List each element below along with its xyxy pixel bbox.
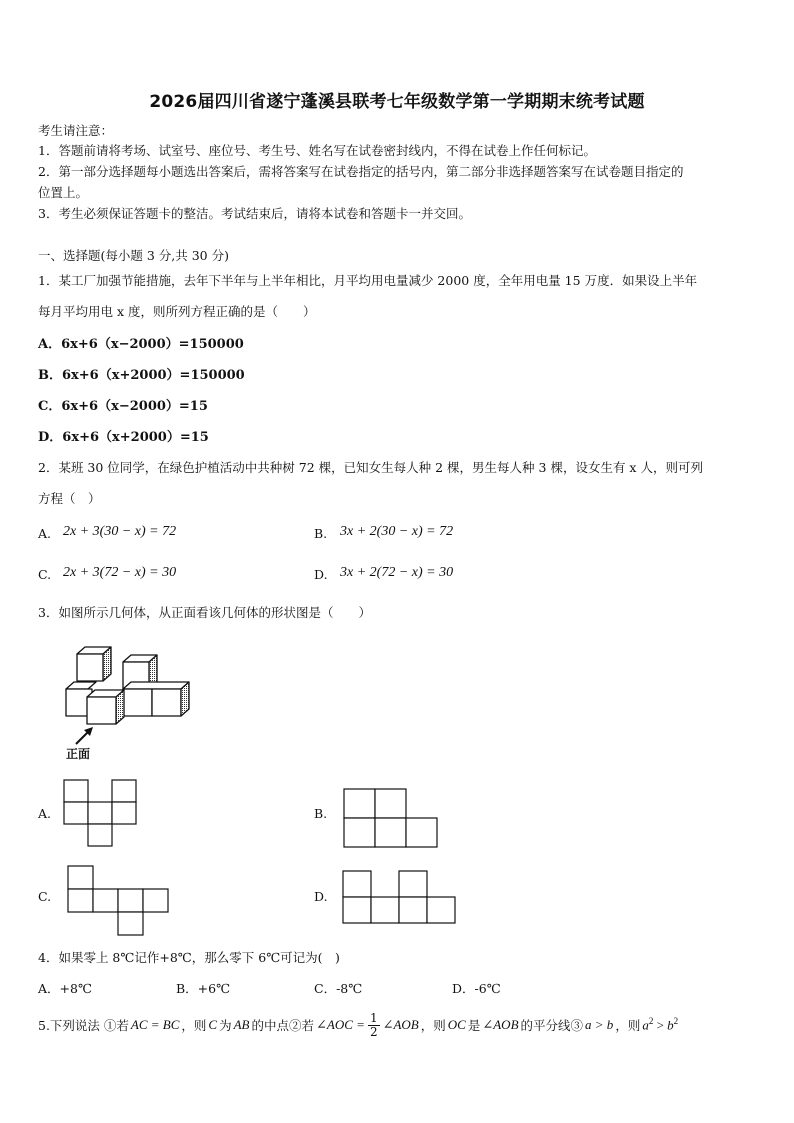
question-3-option-b-label: B. bbox=[314, 806, 328, 821]
question-2-option-a-label: A. bbox=[38, 526, 52, 541]
question-2-option-c-equation: 2x + 3(72 − x) = 30 bbox=[63, 565, 177, 580]
question-5-stem bbox=[38, 1005, 678, 1045]
q5-math-2: C bbox=[208, 1017, 218, 1032]
notice-item-1: 1．答题前请将考场、试室号、座位号、考生号、姓名写在试卷密封线内，不得在试卷上作任何标记。 bbox=[38, 143, 596, 158]
front-view-label: 正面 bbox=[66, 747, 91, 761]
question-2-option-a-equation: 2x + 3(30 − x) = 72 bbox=[63, 524, 177, 539]
q5-math-8: a > b bbox=[585, 1017, 614, 1032]
question-1-option-a: A．6x+6（x−2000）=150000 bbox=[38, 337, 244, 352]
question-4-stem: 4．如果零上 8℃记作+8℃，那么零下 6℃可记为( ) bbox=[38, 950, 340, 965]
question-3-option-a-figure bbox=[63, 779, 138, 849]
q5-fraction-denominator: 2 bbox=[369, 1024, 378, 1039]
question-1-option-c: C．6x+6（x−2000）=15 bbox=[38, 399, 208, 414]
q5-math-5: ∠AOB bbox=[382, 1017, 419, 1032]
q5-text-2: ，则 bbox=[181, 1018, 207, 1033]
q5-text-6: 是 bbox=[467, 1018, 481, 1033]
question-2-option-c-label: C. bbox=[38, 567, 52, 582]
notice-item-2: 2．第一部分选择题每小题选出答案后，需将答案写在试卷指定的括号内，第二部分非选择题答案写在试卷题目指定的 bbox=[38, 164, 684, 179]
q5-text-5: ，则 bbox=[420, 1018, 446, 1033]
q5-math-6: OC bbox=[447, 1017, 466, 1032]
question-2-stem: 2．某班 30 位同学，在绿色护植活动中共种树 72 棵，已知女生每人种 2 棵，男生每人种 3 棵，设女生有 x 人，则可列 bbox=[38, 460, 703, 475]
notice-header: 考生请注意： bbox=[38, 123, 114, 138]
question-2-option-b-equation: 3x + 2(30 − x) = 72 bbox=[340, 524, 454, 539]
q5-math-7: ∠AOB bbox=[482, 1017, 519, 1032]
q5-math-4: ∠AOC = bbox=[316, 1017, 365, 1032]
q5-math-3: AB bbox=[233, 1017, 250, 1032]
question-3-option-a-label: A. bbox=[38, 806, 52, 821]
question-3-option-c-label: C. bbox=[38, 889, 52, 904]
question-1-option-b: B．6x+6（x+2000）=150000 bbox=[38, 368, 245, 383]
question-2-option-d-label: D. bbox=[314, 567, 328, 582]
question-1-option-d: D．6x+6（x+2000）=15 bbox=[38, 430, 209, 445]
q5-text-1: 5.下列说法 ①若 bbox=[38, 1018, 129, 1033]
question-1-stem-cont: 每月平均用电 x 度，则所列方程正确的是（ ） bbox=[38, 304, 316, 319]
question-4-option-a: A．+8℃ bbox=[38, 981, 92, 996]
question-3-option-d-label: D. bbox=[314, 889, 328, 904]
q5-fraction bbox=[368, 1012, 380, 1039]
q5-math-1: AC = BC bbox=[130, 1017, 180, 1032]
q5-math-9: $a^2 > b^2$ bbox=[642, 1016, 679, 1033]
question-1-stem: 1．某工厂加强节能措施，去年下半年与上半年相比，月平均用电量减少 2000 度，全年用电量 15 万度．如果设上半年 bbox=[38, 273, 698, 288]
section-heading: 一、选择题(每小题 3 分,共 30 分) bbox=[38, 248, 229, 263]
q5-text-4: 的中点②若 bbox=[251, 1018, 315, 1033]
question-3-option-d-figure bbox=[342, 870, 458, 926]
question-2-stem-cont: 方程（ ） bbox=[38, 491, 101, 506]
question-2-option-d-equation: 3x + 2(72 − x) = 30 bbox=[340, 565, 454, 580]
q5-fraction-numerator: 1 bbox=[369, 1010, 378, 1025]
question-4-option-c: C．-8℃ bbox=[314, 981, 363, 996]
question-2-option-b-label: B. bbox=[314, 526, 328, 541]
question-3-stem: 3．如图所示几何体，从正面看该几何体的形状图是（ ） bbox=[38, 605, 371, 620]
notice-item-3: 3．考生必须保证答题卡的整洁。考试结束后，请将本试卷和答题卡一并交回。 bbox=[38, 206, 471, 221]
question-4-option-d: D．-6℃ bbox=[452, 981, 501, 996]
q5-text-8: ，则 bbox=[615, 1018, 641, 1033]
notice-item-2-cont: 位置上。 bbox=[38, 185, 89, 200]
q5-text-7: 的平分线③ bbox=[520, 1018, 584, 1033]
question-3-option-b-figure bbox=[343, 788, 439, 850]
question-4-option-b: B．+6℃ bbox=[176, 981, 231, 996]
page-title: 2026届四川省遂宁蓬溪县联考七年级数学第一学期期末统考试题 bbox=[149, 92, 645, 112]
question-3-option-c-figure bbox=[67, 865, 171, 937]
cube-solid-figure bbox=[60, 642, 195, 762]
q5-text-3: 为 bbox=[219, 1018, 232, 1033]
